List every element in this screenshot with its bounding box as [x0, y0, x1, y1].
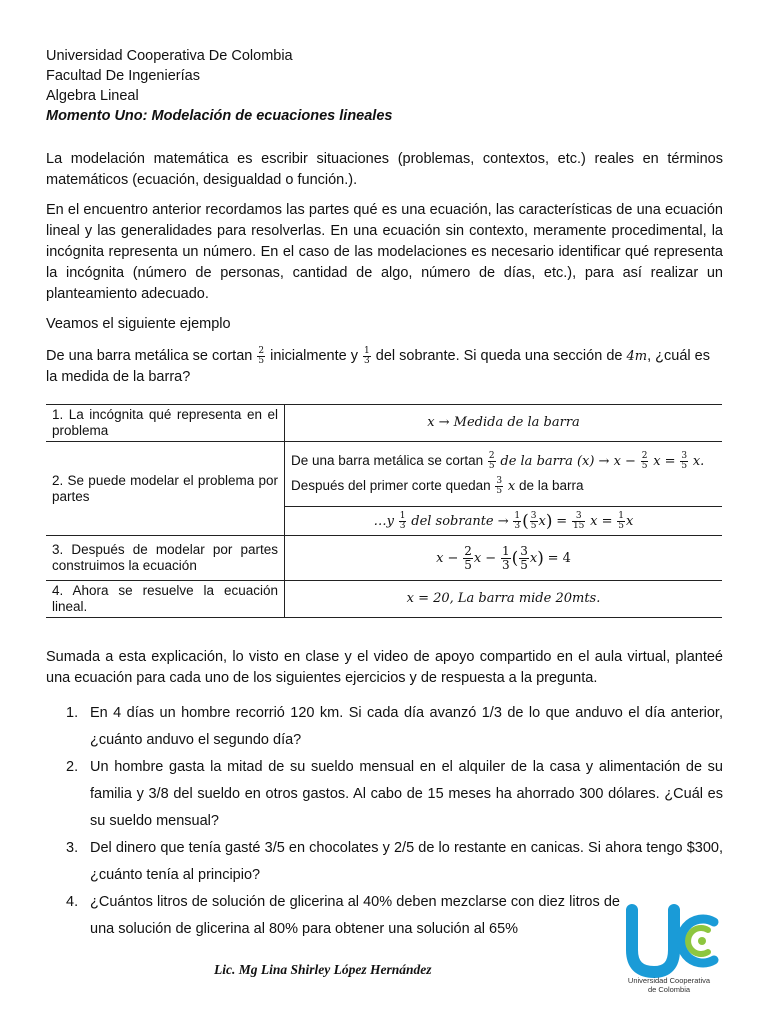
step-2-sub-content: …y $\frac{1}{3}$ del sobrante → $\frac{1}{3}$ ( $\frac{3}{5}$ x) = $\frac{3}{15}$ x = $\frac{1}{5}$ x	[285, 507, 723, 536]
step-1-label: 1. La incógnita qué representa en el problema	[46, 405, 285, 442]
step-2-content: De una barra metálica se cortan $\frac{2}{5}$ de la barra (x) → x − $\frac{2}{5}$ x = $\frac{3}{5}$ x. Después del primer corte quedan $\frac{3}{5}$ x de la barra	[285, 442, 723, 507]
step-1-content: x → Medida de la barra	[285, 405, 723, 442]
step-4-label: 4. Ahora se resuelve la ecuación lineal.	[46, 581, 285, 618]
example-heading: Veamos el siguiente ejemplo	[46, 316, 231, 332]
signature: Lic. Mg Lina Shirley López Hernández	[214, 962, 432, 977]
list-item: 2. Un hombre gasta la mitad de su sueldo mensual en el alquiler de la casa y alimentación de su familia y 3/8 del sueldo en otros gastos. Al cabo de 15 meses ha ahorrado 300 dólares. ¿Cuál es su sueldo mensual?	[66, 759, 723, 829]
instructions-paragraph: Sumada a esta explicación, lo visto en clase y el video de apoyo compartido en el aula virtual, planteé una ecuación para cada uno de los siguientes ejercicios y de respuesta a la pregunta.	[46, 649, 723, 686]
fraction-two-fifths: $\frac{2}{5}$	[258, 345, 265, 366]
document-title: Momento Uno: Modelación de ecuaciones lineales	[46, 108, 393, 124]
list-item: 3. Del dinero que tenía gasté 3/5 en chocolates y 2/5 de lo restante en canicas. Si ahora tengo $300, ¿cuánto tenía al principio?	[66, 840, 723, 883]
step-4-content: x = 20, La barra mide 20mts.	[285, 581, 723, 618]
example-length: 4m	[626, 349, 648, 364]
example-text-b: inicialmente y	[270, 348, 358, 364]
example-text-a: De una barra metálica se cortan	[46, 348, 253, 364]
list-item: 1. En 4 días un hombre recorrió 120 km. Si cada día avanzó 1/3 de lo que anduvo el día anterior, ¿cuánto anduvo el segundo día?	[66, 705, 723, 748]
step-3-label: 3. Después de modelar por partes construimos la ecuación	[46, 536, 285, 581]
step-3-equation: x − $\frac{2}{5}$ x − $\frac{1}{3}$ ( $\frac{3}{5}$ x) = 4	[285, 536, 723, 581]
table-row	[46, 536, 722, 581]
table-row	[46, 581, 722, 618]
intro-paragraph-1: La modelación matemática es escribir situaciones (problemas, contextos, etc.) reales en términos matemáticos (ecuación, desigualdad o función.).	[46, 151, 723, 188]
example-text-e: , ¿cuál es la medida de la barra?	[46, 348, 710, 385]
logo-caption: Universidad Cooperativa de Colombia	[627, 976, 711, 994]
university-name: Universidad Cooperativa De Colombia	[46, 48, 293, 64]
step-2-label: 2. Se puede modelar el problema por partes	[46, 442, 285, 536]
list-item: 4. ¿Cuántos litros de solución de glicerina al 40% deben mezclarse con diez litros de una solución de glicerina al 80% para obtener una solución al 65%	[66, 894, 620, 937]
document-header	[46, 46, 392, 126]
course-name: Algebra Lineal	[46, 88, 139, 104]
table-row	[46, 405, 722, 442]
fraction-one-third: $\frac{1}{3}$	[364, 345, 370, 366]
example-table	[46, 404, 722, 618]
table-row	[46, 442, 722, 507]
example-statement	[46, 346, 723, 388]
intro-paragraph-2: En el encuentro anterior recordamos las partes qué es una ecuación, las características de una ecuación lineal y las generalidades para resolverlas. En una ecuación sin contexto, meramente procedimental, la incógnita representa un número. En el caso de las modelaciones es necesario identificar qué representa la incógnita (número de personas, cantidad de algo, número de días, etc.), para así realizar un planteamiento adecuado.	[46, 202, 723, 302]
example-text-c: del sobrante. Si queda una sección de	[375, 348, 623, 364]
faculty-name: Facultad De Ingenierías	[46, 68, 200, 84]
